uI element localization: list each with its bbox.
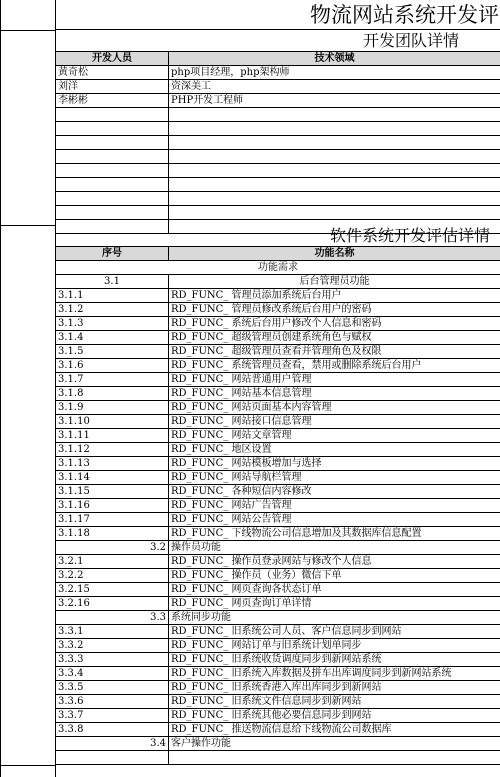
function-row	[56, 653, 500, 667]
function-number: 3.1.4	[56, 331, 169, 345]
function-name: RD_FUNC_ 超级管理员创建系统角色与赋权	[169, 331, 500, 345]
tech-area-cell	[169, 108, 500, 122]
tech-area-cell	[169, 206, 500, 220]
estimate-table	[55, 246, 500, 765]
function-requirement-label: 功能需求	[56, 261, 500, 275]
function-row	[56, 471, 500, 485]
function-number: 3.1.6	[56, 359, 169, 373]
empty-cell	[56, 751, 169, 765]
developer-cell	[56, 122, 169, 136]
header-seq: 序号	[56, 247, 169, 261]
group-name: 客户操作功能	[169, 737, 500, 751]
developer-cell	[56, 164, 169, 178]
tech-area-cell: php项目经理，php架构师	[169, 66, 500, 80]
function-number: 3.3.3	[56, 653, 169, 667]
tech-area-cell	[169, 192, 500, 206]
function-row	[56, 289, 500, 303]
tech-area-cell	[169, 122, 500, 136]
developer-cell	[56, 150, 169, 164]
function-name: RD_FUNC_ 各种短信内容修改	[169, 485, 500, 499]
function-row	[56, 373, 500, 387]
group-number: 3.1	[56, 275, 169, 289]
tech-area-cell	[169, 178, 500, 192]
function-row	[56, 485, 500, 499]
function-number: 3.1.15	[56, 485, 169, 499]
function-name: RD_FUNC_ 网站页面基本内容管理	[169, 401, 500, 415]
estimate-header-row	[56, 247, 500, 261]
function-number: 3.3.8	[56, 723, 169, 737]
team-empty-row	[56, 122, 500, 136]
group-name: 操作员功能	[169, 541, 500, 555]
header-tech-area: 技术领域	[169, 52, 500, 66]
function-row	[56, 513, 500, 527]
function-name: RD_FUNC_ 地区设置	[169, 443, 500, 457]
empty-row	[56, 751, 500, 765]
function-row	[56, 695, 500, 709]
developer-cell	[56, 108, 169, 122]
team-empty-row	[56, 206, 500, 220]
group-number: 3.4	[56, 737, 169, 751]
function-number: 3.1.2	[56, 303, 169, 317]
left-margin-column	[0, 0, 56, 777]
tech-area-cell: 资深美工	[169, 80, 500, 94]
function-name: RD_FUNC_ 网站订单与旧系统计划单同步	[169, 639, 500, 653]
group-row	[56, 541, 500, 555]
tech-area-cell	[169, 136, 500, 150]
function-name: RD_FUNC_ 网页查询各状态订单	[169, 583, 500, 597]
function-number: 3.2.15	[56, 583, 169, 597]
team-section-title: 开发团队详情	[363, 31, 460, 50]
team-empty-row	[56, 108, 500, 122]
function-number: 3.1.17	[56, 513, 169, 527]
function-number: 3.1.5	[56, 345, 169, 359]
function-row	[56, 709, 500, 723]
function-number: 3.3.1	[56, 625, 169, 639]
function-row	[56, 625, 500, 639]
function-row	[56, 583, 500, 597]
function-number: 3.1.12	[56, 443, 169, 457]
developer-cell	[56, 178, 169, 192]
function-row	[56, 569, 500, 583]
team-row	[56, 66, 500, 80]
function-number: 3.3.7	[56, 709, 169, 723]
function-number: 3.1.3	[56, 317, 169, 331]
function-number: 3.3.2	[56, 639, 169, 653]
function-row	[56, 359, 500, 373]
function-name: RD_FUNC_ 网站基本信息管理	[169, 387, 500, 401]
group-row	[56, 737, 500, 751]
function-number: 3.1.7	[56, 373, 169, 387]
function-number: 3.2.2	[56, 569, 169, 583]
team-empty-row	[56, 150, 500, 164]
function-row	[56, 429, 500, 443]
function-number: 3.1.14	[56, 471, 169, 485]
function-row	[56, 387, 500, 401]
developer-cell	[56, 206, 169, 220]
function-name: RD_FUNC_ 网站接口信息管理	[169, 415, 500, 429]
tech-area-cell: PHP开发工程师	[169, 94, 500, 108]
margin-divider	[0, 765, 55, 766]
team-row	[56, 80, 500, 94]
function-number: 3.1.18	[56, 527, 169, 541]
function-row	[56, 555, 500, 569]
team-table	[55, 51, 500, 234]
function-row	[56, 667, 500, 681]
function-name: RD_FUNC_ 旧系统公司人员、客户信息同步到网站	[169, 625, 500, 639]
function-name: RD_FUNC_ 网站普通用户管理	[169, 373, 500, 387]
document-title: 物流网站系统开发评	[55, 0, 500, 30]
group-number: 3.3	[56, 611, 169, 625]
function-row	[56, 681, 500, 695]
function-row	[56, 415, 500, 429]
function-name: RD_FUNC_ 网页查询订单详情	[169, 597, 500, 611]
function-name: RD_FUNC_ 网站文章管理	[169, 429, 500, 443]
tech-area-cell	[169, 150, 500, 164]
function-name: RD_FUNC_ 网站广告管理	[169, 499, 500, 513]
developer-cell: 黄奇松	[56, 66, 169, 80]
group-number: 3.2	[56, 541, 169, 555]
function-number: 3.3.4	[56, 667, 169, 681]
function-name: RD_FUNC_ 操作员登录网站与修改个人信息	[169, 555, 500, 569]
function-number: 3.2.1	[56, 555, 169, 569]
function-number: 3.1.8	[56, 387, 169, 401]
developer-cell: 李彬彬	[56, 94, 169, 108]
function-row	[56, 303, 500, 317]
function-row	[56, 317, 500, 331]
developer-cell	[56, 192, 169, 206]
group-name: 后台管理员功能	[169, 275, 500, 289]
developer-cell	[56, 136, 169, 150]
margin-divider	[0, 225, 55, 226]
developer-cell: 刘洋	[56, 80, 169, 94]
margin-divider	[0, 30, 55, 31]
function-name: RD_FUNC_ 网站公告管理	[169, 513, 500, 527]
group-name: 系统同步功能	[169, 611, 500, 625]
function-name: RD_FUNC_ 旧系统收货调度同步到新网站系统	[169, 653, 500, 667]
function-number: 3.1.16	[56, 499, 169, 513]
group-row	[56, 611, 500, 625]
header-developer: 开发人员	[56, 52, 169, 66]
function-number: 3.3.5	[56, 681, 169, 695]
team-empty-row	[56, 178, 500, 192]
estimate-section-title: 软件系统开发评估详情	[330, 226, 491, 245]
left-border	[0, 0, 1, 777]
function-row	[56, 527, 500, 541]
function-number: 3.3.6	[56, 695, 169, 709]
group-row	[56, 275, 500, 289]
function-number: 3.1.9	[56, 401, 169, 415]
function-name: RD_FUNC_ 推送物流信息给下线物流公司数据库	[169, 723, 500, 737]
function-name: RD_FUNC_ 系统后台用户修改个人信息和密码	[169, 317, 500, 331]
function-name: RD_FUNC_ 操作员（业务）微信下单	[169, 569, 500, 583]
team-header-row	[56, 52, 500, 66]
function-number: 3.1.13	[56, 457, 169, 471]
function-row	[56, 401, 500, 415]
function-row	[56, 345, 500, 359]
tech-area-cell	[169, 164, 500, 178]
header-func-name: 功能名称	[169, 247, 500, 261]
function-row	[56, 443, 500, 457]
empty-cell	[169, 751, 500, 765]
function-row	[56, 639, 500, 653]
function-row	[56, 457, 500, 471]
function-name: RD_FUNC_ 旧系统其他必要信息同步到网站	[169, 709, 500, 723]
team-empty-row	[56, 192, 500, 206]
function-name: RD_FUNC_ 系统管理员查看，禁用或删除系统后台用户	[169, 359, 500, 373]
team-empty-row	[56, 164, 500, 178]
function-name: RD_FUNC_ 下线物流公司信息增加及其数据库信息配置	[169, 527, 500, 541]
function-number: 3.1.11	[56, 429, 169, 443]
function-name: RD_FUNC_ 旧系统文件信息同步到新网站	[169, 695, 500, 709]
function-number: 3.1.1	[56, 289, 169, 303]
function-number: 3.1.10	[56, 415, 169, 429]
function-row	[56, 723, 500, 737]
function-row	[56, 597, 500, 611]
function-name: RD_FUNC_ 网站模板增加与选择	[169, 457, 500, 471]
team-empty-row	[56, 136, 500, 150]
function-row	[56, 499, 500, 513]
function-name: RD_FUNC_ 管理员添加系统后台用户	[169, 289, 500, 303]
function-name: RD_FUNC_ 网站导航栏管理	[169, 471, 500, 485]
function-name: RD_FUNC_ 管理员修改系统后台用户的密码	[169, 303, 500, 317]
function-name: RD_FUNC_ 超级管理员查看并管理角色及权限	[169, 345, 500, 359]
function-number: 3.2.16	[56, 597, 169, 611]
function-name: RD_FUNC_ 旧系统香港入库出库同步到新网站	[169, 681, 500, 695]
team-row	[56, 94, 500, 108]
function-row	[56, 331, 500, 345]
function-requirement-row	[56, 261, 500, 275]
function-name: RD_FUNC_ 旧系统入库数据及拼车出库调度同步到新网站系统	[169, 667, 500, 681]
